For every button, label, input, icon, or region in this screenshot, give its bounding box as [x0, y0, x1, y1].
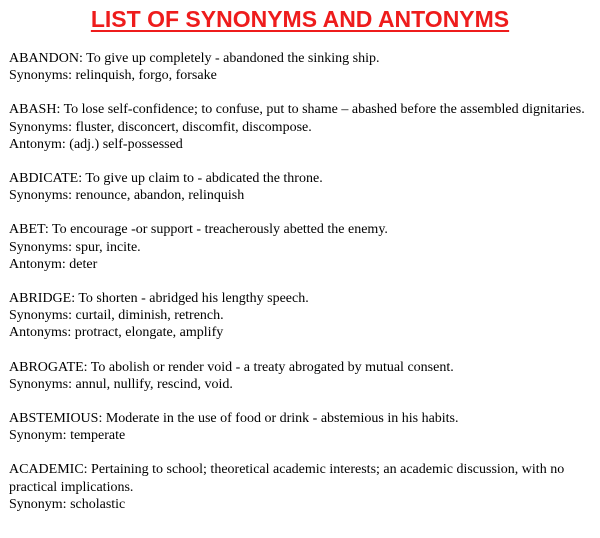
entry-definition: ABANDON: To give up completely - abandoned the sinking ship.	[9, 51, 380, 66]
entry-synonyms: Synonyms: annul, nullify, rescind, void.	[9, 376, 233, 392]
entry-synonyms: Synonyms: renounce, abandon, relinquish	[9, 188, 245, 204]
entry-abandon	[9, 50, 597, 84]
page-title: LIST OF SYNONYMS AND ANTONYMS	[90, 6, 510, 32]
entry-synonyms: Synonym: temperate	[9, 428, 126, 444]
entry-synonyms: Synonyms: spur, incite.	[9, 239, 141, 255]
entry-antonyms: Antonym: (adj.) self-possessed	[9, 136, 183, 152]
entry-synonyms: Synonyms: fluster, disconcert, discomfit, discompose.	[9, 119, 312, 135]
entry-synonyms: Synonyms: curtail, diminish, retrench.	[9, 308, 224, 324]
entry-abdicate	[9, 170, 597, 204]
entry-definition: ABSTEMIOUS: Moderate in the use of food or drink - abstemious in his habits.	[9, 411, 459, 427]
entry-definition: ABDICATE: To give up claim to - abdicated the throne.	[9, 171, 323, 187]
entry-definition: ACADEMIC: Pertaining to school; theoretical academic interests; an academic discussion, with no practical implications.	[9, 462, 565, 495]
entry-antonyms: Antonyms: protract, elongate, amplify	[9, 325, 224, 341]
entry-definition: ABROGATE: To abolish or render void - a treaty abrogated by mutual consent.	[9, 359, 454, 375]
entry-abrogate	[9, 359, 597, 393]
entry-definition: ABET: To encourage -or support - treacherously abetted the enemy.	[9, 222, 388, 238]
entries-list	[9, 50, 597, 530]
entry-antonyms: Antonym: deter	[9, 256, 98, 272]
entry-abet	[9, 221, 597, 273]
entry-academic	[9, 461, 597, 513]
entry-definition: ABRIDGE: To shorten - abridged his lengthy speech.	[9, 291, 309, 307]
entry-definition: ABASH: To lose self-confidence; to confuse, put to shame – abashed before the assembled dignitaries.	[9, 102, 585, 118]
entry-synonyms: Synonyms: relinquish, forgo, forsake	[9, 68, 217, 84]
entry-abridge	[9, 290, 597, 342]
entry-abash	[9, 101, 597, 153]
entry-abstemious	[9, 410, 597, 444]
entry-synonyms: Synonym: scholastic	[9, 496, 126, 512]
